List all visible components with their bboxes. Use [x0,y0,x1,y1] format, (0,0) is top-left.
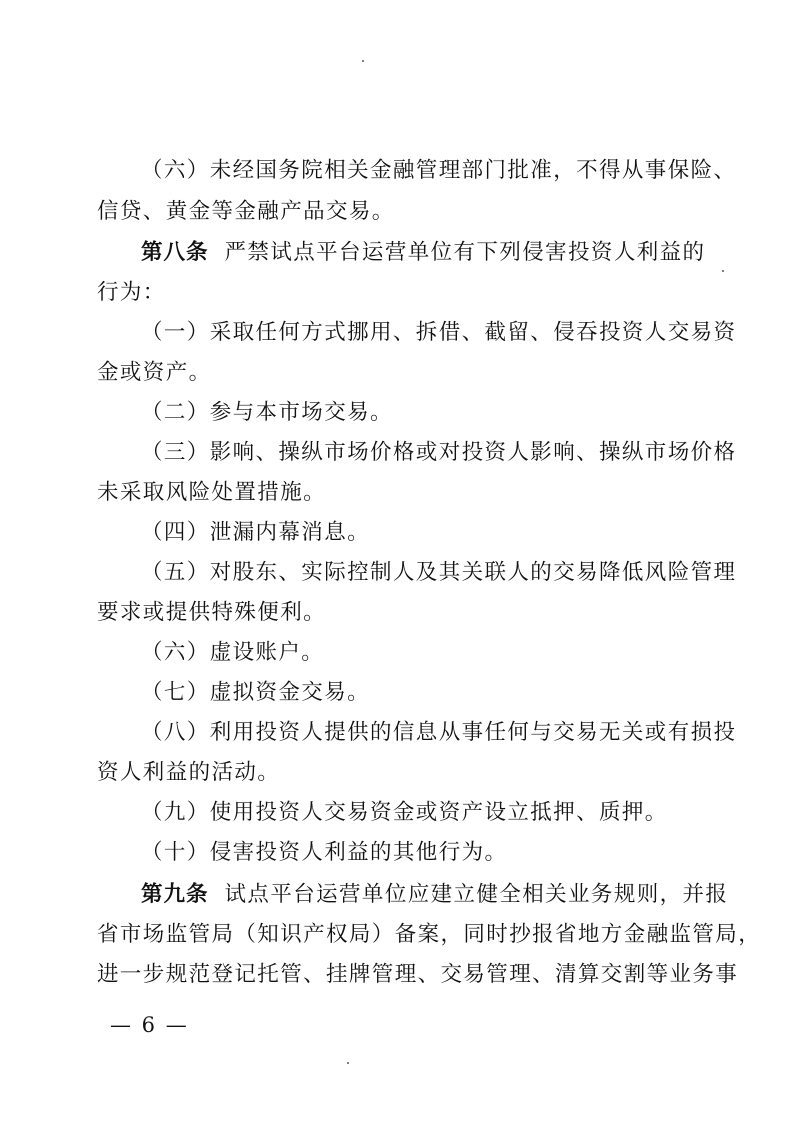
paragraph-line: 信贷、黄金等金融产品交易。 [97,199,395,224]
list-item-line: （八）利用投资人提供的信息从事任何与交易无关或有损投 [141,720,737,745]
list-item-line: （十）侵害投资人利益的其他行为。 [141,840,508,865]
list-item-line: （三）影响、操纵市场价格或对投资人影响、操纵市场价格 [141,440,737,465]
scan-speck [362,60,364,62]
article-9-text: 试点平台运营单位应建立健全相关业务规则，并报 [224,882,729,907]
list-item-line: （六）虚设账户。 [141,640,325,665]
list-item-line: （九）使用投资人交易资金或资产设立抵押、质押。 [141,800,668,825]
article-label-8: 第八条 [141,240,209,265]
list-item-line: （二）参与本市场交易。 [141,400,393,425]
list-item-line: （一）采取任何方式挪用、拆借、截留、侵吞投资人交易资 [141,320,737,345]
list-item-line: 要求或提供特殊便利。 [97,600,327,625]
list-item-line: 金或资产。 [97,360,212,385]
list-item-line: （四）泄漏内幕消息。 [141,520,371,545]
article-9-line [141,880,728,910]
paragraph-line: 省市场监管局（知识产权局）备案，同时抄报省地方金融监管局， [97,922,762,947]
paragraph-line: （六）未经国务院相关金融管理部门批准，不得从事保险、 [141,158,737,183]
list-item-line: （七）虚拟资金交易。 [141,680,371,705]
article-label-9: 第九条 [141,882,209,907]
scan-speck [722,270,724,272]
article-8-text: 严禁试点平台运营单位有下列侵害投资人利益的 [224,240,706,265]
paragraph-line: 行为： [97,280,166,305]
paragraph-line: 进一步规范登记托管、挂牌管理、交易管理、清算交割等业务事 [97,962,739,987]
list-item-line: 资人利益的活动。 [97,760,281,785]
page-number: — 6 — [110,1013,189,1037]
list-item-line: （五）对股东、实际控制人及其关联人的交易降低风险管理 [141,560,737,585]
list-item-line: 未采取风险处置措施。 [97,480,327,505]
article-8-line [141,238,705,268]
scan-speck [347,1062,349,1064]
